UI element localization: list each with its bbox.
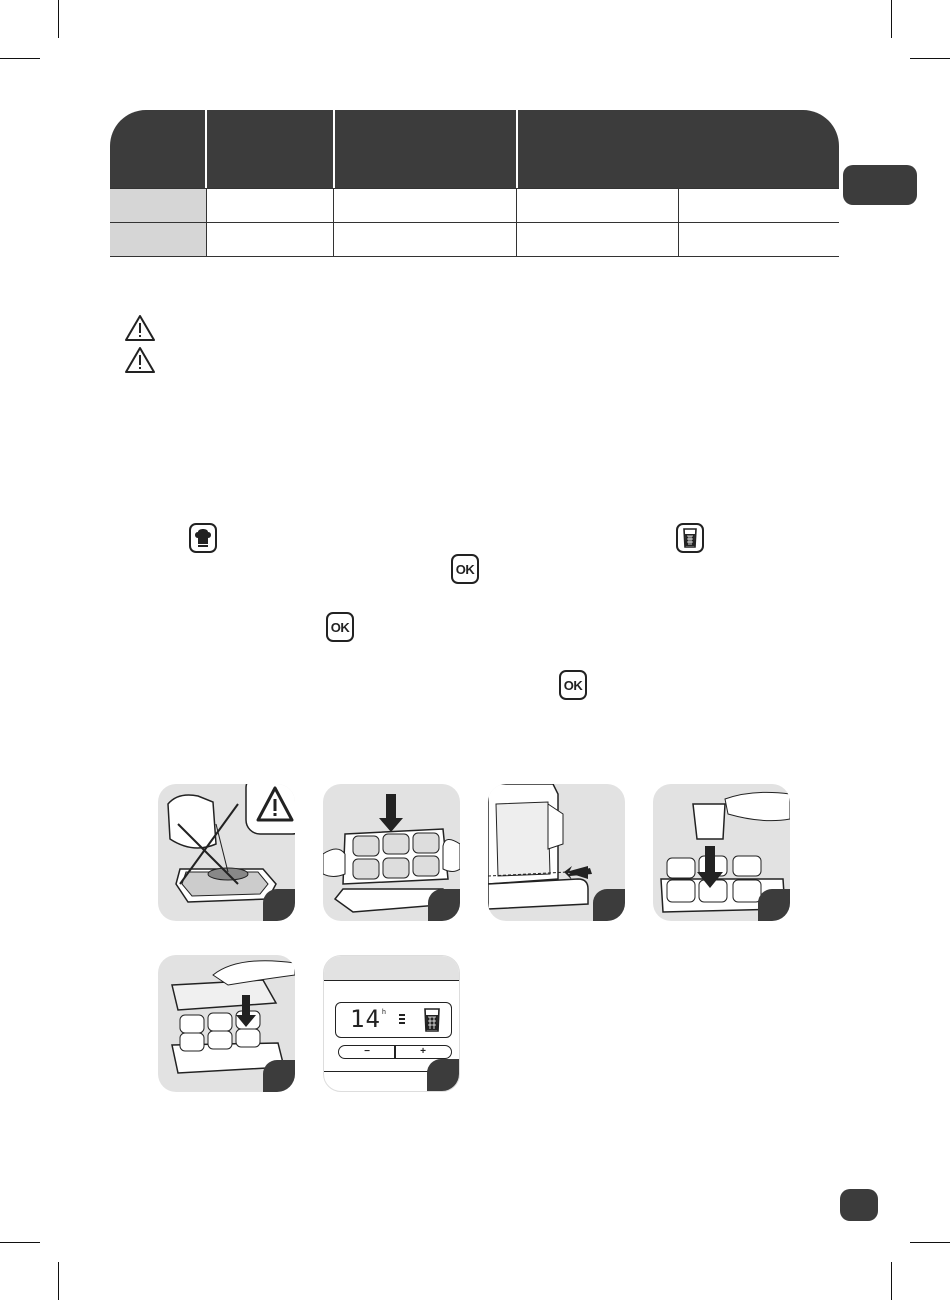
table-top-rule: [110, 188, 839, 189]
crop-mark: [0, 1242, 40, 1243]
crop-mark: [58, 0, 59, 38]
language-tab: [843, 165, 917, 205]
ok-button-icon: OK: [326, 612, 354, 642]
minus-button[interactable]: −: [338, 1045, 396, 1059]
figure-place-tray: [323, 784, 460, 921]
crop-mark: [58, 1262, 59, 1300]
lcd-level-bars: [399, 1014, 405, 1026]
crop-mark: [891, 1262, 892, 1300]
crop-mark: [891, 0, 892, 38]
lcd-screen: [335, 1002, 452, 1038]
figure-fill-pots: [653, 784, 790, 921]
table-col-divider: [333, 110, 335, 188]
figure-number-badge: [758, 889, 790, 921]
lcd-time-unit: h: [382, 1009, 386, 1016]
figure-position-detail: [488, 784, 625, 921]
warning-triangle-icon: [124, 314, 156, 342]
table-row-header-cell: [110, 189, 206, 222]
ok-button-icon: OK: [451, 554, 479, 584]
yogurt-pot-icon: [676, 523, 704, 553]
crop-mark: [910, 1242, 950, 1243]
chef-hat-icon: [189, 523, 217, 553]
lcd-time-value: 14: [350, 1005, 381, 1033]
table-row-header-cell: [110, 223, 206, 256]
crop-mark: [910, 58, 950, 59]
figure-number-badge: [428, 889, 460, 921]
page-number-badge: [840, 1189, 878, 1221]
table-col-divider: [205, 110, 207, 188]
display-top-band: [324, 956, 460, 981]
ok-button-icon: OK: [559, 670, 587, 700]
figure-close-lid: [158, 955, 295, 1092]
table-row: [110, 189, 839, 223]
figure-pour-water-prohibited: [158, 784, 295, 921]
plus-button[interactable]: +: [394, 1045, 452, 1059]
figure-number-badge: [593, 889, 625, 921]
table-col-divider: [516, 110, 518, 188]
lcd-yogurt-pot-icon: [424, 1007, 440, 1033]
figure-number-badge: [427, 1059, 459, 1091]
figure-display-panel: [323, 955, 460, 1092]
crop-mark: [0, 58, 40, 59]
warning-triangle-icon: [124, 346, 156, 374]
figure-number-badge: [263, 889, 295, 921]
figure-number-badge: [263, 1060, 295, 1092]
table-row: [110, 223, 839, 257]
table-header: [110, 110, 839, 188]
